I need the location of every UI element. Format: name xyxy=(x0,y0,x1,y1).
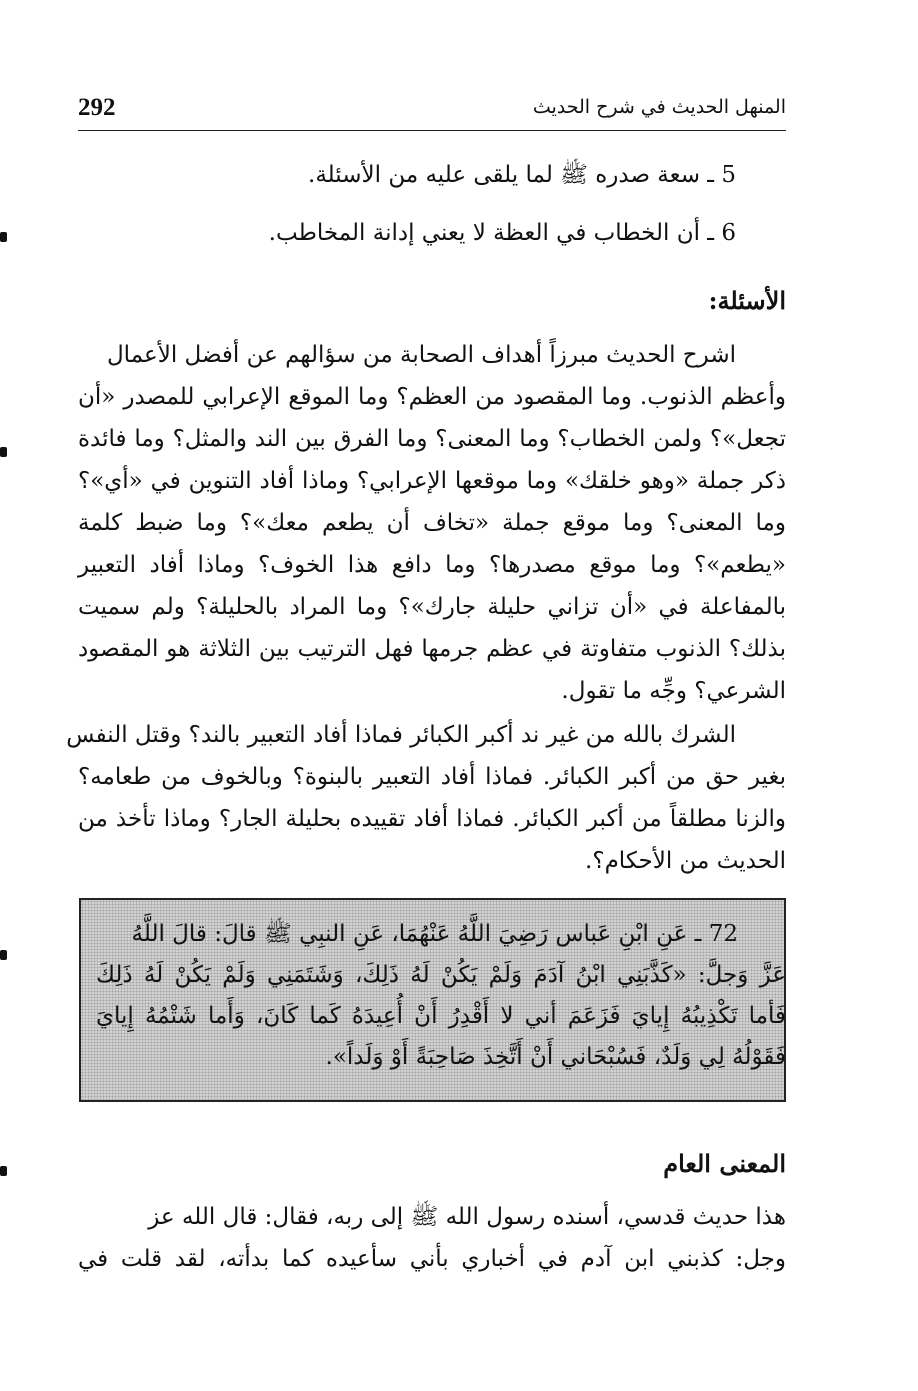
questions-line: ذكر جملة «وهو خلقك» وما موقعها الإعرابي؟ وماذا أفاد التنوين في «أي»؟ xyxy=(78,468,786,494)
questions-line: الشرعي؟ وجِّه ما تقول. xyxy=(561,678,786,704)
list-item-5: 5 ـ سعة صدره ﷺ لما يلقى عليه من الأسئلة. xyxy=(308,162,736,188)
margin-mark xyxy=(0,447,7,457)
questions-line: الحديث من الأحكام؟. xyxy=(585,848,786,874)
questions-line: الشرك بالله من غير ند أكبر الكبائر فماذا أفاد التعبير بالند؟ وقتل النفس xyxy=(66,722,736,748)
questions-line: بغير حق من أكبر الكبائر. فماذا أفاد التعبير بالبنوة؟ وبالخوف من طعامه؟ xyxy=(78,764,786,790)
margin-mark xyxy=(0,950,7,960)
questions-line: بذلك؟ الذنوب متفاوتة في عظم جرمها فهل الترتيب بين الثلاثة هو المقصود xyxy=(78,636,786,662)
hadith-line: 72 ـ عَنِ ابْنِ عَباس رَضِيَ اللَّهُ عَنْهُمَا، عَنِ النبِي ﷺ قالَ: قالَ اللَّهُ xyxy=(131,921,738,947)
questions-line: «يطعم»؟ وما موقع مصدرها؟ وما دافع هذا الخوف؟ وماذا أفاد التعبير xyxy=(78,552,786,578)
hadith-line: فَأما تَكْذِيبُهُ إِيايَ فَزَعَمَ أني لا أَقْدِرُ أَنْ أُعِيدَهُ كَما كَانَ، وَأَما شَتْمُهُ إِيايَ xyxy=(96,1003,786,1029)
running-title: المنهل الحديث في شرح الحديث xyxy=(532,96,786,118)
general-meaning-line: هذا حديث قدسي، أسنده رسول الله ﷺ إلى ربه، فقال: قال الله عز xyxy=(148,1204,786,1230)
questions-line: اشرح الحديث مبرزاً أهداف الصحابة من سؤالهم عن أفضل الأعمال xyxy=(106,342,736,368)
questions-line: وأعظم الذنوب. وما المقصود من العظم؟ وما الموقع الإعرابي للمصدر «أن xyxy=(78,384,786,410)
list-item-6: 6 ـ أن الخطاب في العظة لا يعني إدانة المخاطب. xyxy=(268,220,736,246)
page-number: 292 xyxy=(78,94,116,121)
margin-mark xyxy=(0,232,7,242)
general-meaning-line: وجل: كذبني ابن آدم في أخباري بأني سأعيده كما بدأته، لقد قلت في xyxy=(78,1246,786,1272)
hadith-line: عَزَّ وَجلَّ: «كَذَّبَنِي ابْنُ آدَمَ وَلَمْ يَكُنْ لَهُ ذَلِكَ، وَشَتَمَنِي وَلَمْ يَكُنْ لَهُ ذَلِكَ xyxy=(96,962,786,988)
questions-line: تجعل»؟ ولمن الخطاب؟ وما المعنى؟ وما الفرق بين الند والمثل؟ وما فائدة xyxy=(78,426,786,452)
page-header xyxy=(78,92,786,131)
general-meaning-heading: المعنى العام xyxy=(663,1149,786,1178)
questions-line: بالمفاعلة في «أن تزاني حليلة جارك»؟ وما المراد بالحليلة؟ ولم سميت xyxy=(78,594,786,620)
questions-heading: الأسئلة: xyxy=(708,286,786,315)
hadith-line: فَقَوْلُهُ لِي وَلَدٌ، فَسُبْحَاني أَنْ أَتَّخِذَ صَاحِبَةً أَوْ وَلَداً». xyxy=(325,1044,786,1070)
questions-line: وما المعنى؟ وما موقع جملة «تخاف أن يطعم معك»؟ وما ضبط كلمة xyxy=(78,510,786,536)
questions-line: والزنا مطلقاً من أكبر الكبائر. فماذا أفاد تقييده بحليلة الجار؟ وماذا تأخذ من xyxy=(78,806,786,832)
margin-mark xyxy=(0,1166,7,1176)
